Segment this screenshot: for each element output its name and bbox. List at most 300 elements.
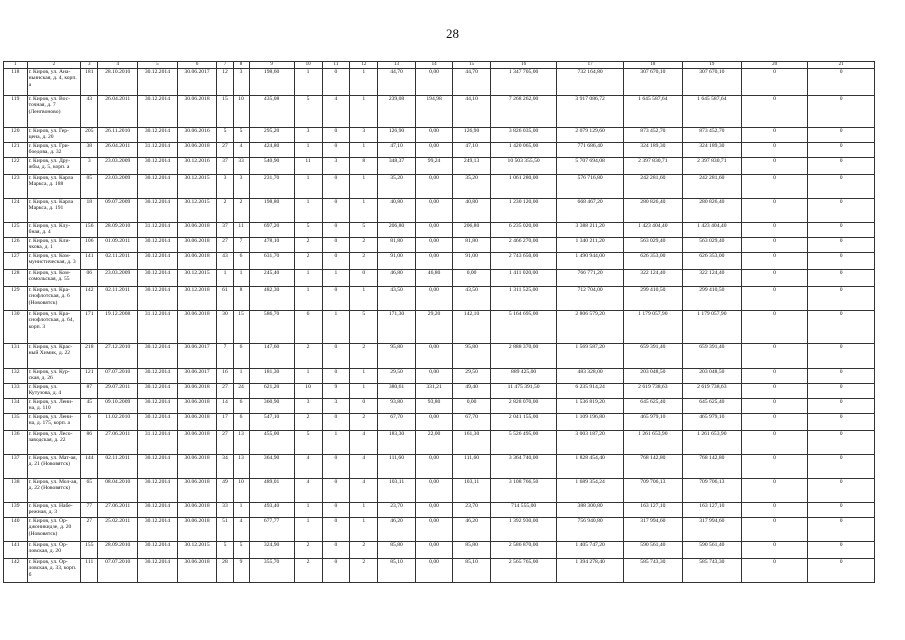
table-cell: 134 bbox=[4, 398, 28, 413]
table-cell: 26.11.2010 bbox=[98, 127, 138, 142]
table-cell: 13 bbox=[233, 430, 249, 454]
table-cell: 0 bbox=[322, 478, 350, 502]
column-number: 3 bbox=[81, 62, 98, 69]
table-cell: 130 bbox=[4, 310, 28, 343]
table-cell: 2 397 830,71 bbox=[682, 157, 741, 174]
table-cell: 0 bbox=[741, 541, 808, 558]
table-cell: 231,70 bbox=[249, 174, 294, 198]
table-cell: 46,20 bbox=[453, 517, 491, 541]
table-cell: 111,60 bbox=[453, 454, 491, 478]
table-row bbox=[4, 269, 875, 286]
table-cell: 2 888 370,00 bbox=[490, 343, 557, 368]
table-cell: 203 048,50 bbox=[682, 368, 741, 383]
column-number: 20 bbox=[741, 62, 808, 69]
table-cell: 85,10 bbox=[453, 558, 491, 582]
table-cell: 1 230 120,00 bbox=[490, 198, 557, 222]
table-cell: 30.06.2018 bbox=[177, 413, 217, 430]
table-cell: 0,00 bbox=[415, 198, 453, 222]
table-cell: 34 bbox=[217, 454, 233, 478]
table-cell: 0 bbox=[350, 398, 378, 413]
table-cell: 30.12.2014 bbox=[138, 502, 178, 517]
table-cell: 119 bbox=[4, 95, 28, 127]
table-cell: 5 164 695,00 bbox=[490, 310, 557, 343]
table-cell: 27.12.2010 bbox=[98, 343, 138, 368]
table-cell: 3 108 766,50 bbox=[490, 478, 557, 502]
table-cell: 181 bbox=[81, 68, 98, 95]
table-cell: 30.06.2018 bbox=[177, 237, 217, 252]
table-cell: 11 475 391,50 bbox=[490, 383, 557, 398]
table-cell: 30 bbox=[217, 310, 233, 343]
table-cell: 183,30 bbox=[378, 430, 416, 454]
table-cell: 0 bbox=[741, 127, 808, 142]
table-cell: 99,24 bbox=[415, 157, 453, 174]
table-cell: 5 bbox=[350, 310, 378, 343]
table-cell: 23,70 bbox=[453, 502, 491, 517]
table-cell: 242 281,60 bbox=[682, 174, 741, 198]
table-row bbox=[4, 517, 875, 541]
table-cell: 355,70 bbox=[249, 558, 294, 582]
table-cell: 1 411 020,00 bbox=[490, 269, 557, 286]
table-cell: 27 bbox=[217, 383, 233, 398]
table-cell: 1 bbox=[294, 517, 322, 541]
column-number: 17 bbox=[557, 62, 624, 69]
table-cell: 30.06.2018 bbox=[177, 95, 217, 127]
table-cell: 10 bbox=[233, 95, 249, 127]
table-cell: 0 bbox=[808, 157, 875, 174]
table-cell: 28.09.2010 bbox=[98, 222, 138, 237]
table-cell: 1 569 587,20 bbox=[557, 343, 624, 368]
table-cell: 28.10.2010 bbox=[98, 68, 138, 95]
table-cell: 67,70 bbox=[453, 413, 491, 430]
table-cell: 364,90 bbox=[249, 454, 294, 478]
table-cell: 307 670,10 bbox=[623, 68, 682, 95]
table-cell: 44,70 bbox=[378, 68, 416, 95]
table-cell: 11 bbox=[233, 222, 249, 237]
table-cell: 322 124,40 bbox=[623, 269, 682, 286]
table-cell: 30.06.2017 bbox=[177, 343, 217, 368]
table-cell: 19.12.2008 bbox=[98, 310, 138, 343]
table-cell: 205 bbox=[81, 127, 98, 142]
table-cell: 07.07.2010 bbox=[98, 558, 138, 582]
housing-table bbox=[3, 61, 875, 583]
table-cell: 0 bbox=[808, 127, 875, 142]
table-cell: 0 bbox=[741, 343, 808, 368]
table-row bbox=[4, 157, 875, 174]
table-cell: 02.11.2011 bbox=[98, 252, 138, 269]
table-cell: 29,20 bbox=[415, 310, 453, 343]
address-cell: г. Киров, ул. Кутузова, д. 4 bbox=[27, 383, 81, 398]
table-cell: 1 392 930,00 bbox=[490, 517, 557, 541]
table-cell: 30.06.2018 bbox=[177, 502, 217, 517]
table-cell: 122 bbox=[4, 157, 28, 174]
table-cell: 0 bbox=[322, 142, 350, 157]
table-cell: 24 bbox=[233, 383, 249, 398]
table-cell: 0,00 bbox=[415, 127, 453, 142]
page-number: 28 bbox=[446, 26, 459, 41]
table-cell: 0 bbox=[741, 502, 808, 517]
table-cell: 206,80 bbox=[378, 222, 416, 237]
address-cell: г. Киров, ул. Вос-точная, д. 7 (Ленгвоново) bbox=[27, 95, 81, 127]
table-row bbox=[4, 174, 875, 198]
table-cell: 1 423 404,40 bbox=[623, 222, 682, 237]
table-cell: 30.12.2014 bbox=[138, 157, 178, 174]
table-cell: 0 bbox=[322, 198, 350, 222]
table-cell: 12 bbox=[217, 68, 233, 95]
table-cell: 3 bbox=[294, 127, 322, 142]
table-cell: 0,00 bbox=[415, 286, 453, 310]
address-cell: г. Киров, ул. Ор-ловская, д. 20 bbox=[27, 541, 81, 558]
column-number: 12 bbox=[350, 62, 378, 69]
table-cell: 2 828 070,00 bbox=[490, 398, 557, 413]
table-cell: 61 bbox=[217, 286, 233, 310]
address-cell: г. Киров, ул. Крас-ный Химик, д. 22 bbox=[27, 343, 81, 368]
address-cell: г. Киров, ул. Мол-ая, д. 22 (Нововятск) bbox=[27, 478, 81, 502]
column-number: 7 bbox=[217, 62, 233, 69]
table-cell: 26.04.2011 bbox=[98, 142, 138, 157]
table-cell: 0 bbox=[741, 478, 808, 502]
table-cell: 30.12.2014 bbox=[138, 478, 178, 502]
table-cell: 15 bbox=[217, 95, 233, 127]
address-cell: г. Киров, ул. Ор-джоникидзе, д. 20 (Нововятск) bbox=[27, 517, 81, 541]
table-cell: 16 bbox=[217, 368, 233, 383]
column-number: 2 bbox=[27, 62, 81, 69]
table-cell: 43 bbox=[81, 95, 98, 127]
table-cell: 465 979,10 bbox=[682, 413, 741, 430]
table-cell: 30.06.2018 bbox=[177, 222, 217, 237]
table-cell: 1 261 653,90 bbox=[623, 430, 682, 454]
table-cell: 0 bbox=[808, 430, 875, 454]
table-cell: 4 bbox=[294, 454, 322, 478]
table-cell: 171 bbox=[81, 310, 98, 343]
table-cell: 1 261 653,90 bbox=[682, 430, 741, 454]
address-cell: г. Киров, ул. Кра-снофлотская, д. 64, корп. 3 bbox=[27, 310, 81, 343]
table-cell: 47,10 bbox=[378, 142, 416, 157]
table-cell: 709 706,13 bbox=[623, 478, 682, 502]
table-cell: 49 bbox=[217, 478, 233, 502]
table-cell: 0 bbox=[322, 502, 350, 517]
table-cell: 137 bbox=[4, 454, 28, 478]
table-cell: 645 625,40 bbox=[682, 398, 741, 413]
address-cell: г. Киров, ул. Ана-ньинская, д. 4, корп. а bbox=[27, 68, 81, 95]
table-cell: 05 bbox=[81, 174, 98, 198]
table-cell: 46,20 bbox=[378, 517, 416, 541]
table-cell: 768 142,80 bbox=[682, 454, 741, 478]
table-cell: 0,00 bbox=[453, 269, 491, 286]
table-cell: 8 bbox=[233, 286, 249, 310]
table-cell: 30.12.2014 bbox=[138, 95, 178, 127]
table-cell: 0 bbox=[322, 368, 350, 383]
table-cell: 5 bbox=[233, 541, 249, 558]
table-cell: 198,80 bbox=[249, 198, 294, 222]
table-cell: 1 bbox=[217, 269, 233, 286]
address-cell: г. Киров, ул. Лесо-заводская, д. 22 bbox=[27, 430, 81, 454]
table-cell: 2 bbox=[294, 252, 322, 269]
table-cell: 126 bbox=[4, 237, 28, 252]
table-cell: 0,00 bbox=[415, 502, 453, 517]
table-cell: 590 561,40 bbox=[623, 541, 682, 558]
table-row bbox=[4, 478, 875, 502]
table-row bbox=[4, 502, 875, 517]
table-cell: 38 bbox=[81, 142, 98, 157]
table-cell: 14 bbox=[217, 398, 233, 413]
table-cell: 5 bbox=[217, 127, 233, 142]
table-cell: 0,00 bbox=[453, 398, 491, 413]
table-cell: 7 bbox=[217, 343, 233, 368]
table-cell: 0 bbox=[741, 222, 808, 237]
table-cell: 23.03.2009 bbox=[98, 269, 138, 286]
table-cell: 2 bbox=[294, 558, 322, 582]
table-cell: 194,98 bbox=[415, 95, 453, 127]
table-cell: 93,80 bbox=[415, 398, 453, 413]
table-cell: 30.12.2018 bbox=[177, 286, 217, 310]
table-cell: 27 bbox=[217, 142, 233, 157]
column-number: 6 bbox=[177, 62, 217, 69]
table-cell: 46,80 bbox=[415, 269, 453, 286]
table-cell: 156 bbox=[81, 222, 98, 237]
table-row bbox=[4, 286, 875, 310]
table-cell: 0 bbox=[741, 310, 808, 343]
table-cell: 1 bbox=[233, 269, 249, 286]
table-cell: 6 bbox=[233, 252, 249, 269]
table-cell: 135 bbox=[4, 413, 28, 430]
table-cell: 2 bbox=[294, 343, 322, 368]
table-cell: 111,60 bbox=[378, 454, 416, 478]
table-cell: 31.12.2014 bbox=[138, 310, 178, 343]
table-cell: 30.06.2018 bbox=[177, 142, 217, 157]
address-cell: г. Киров, ул. Лени-на, д. 110 bbox=[27, 398, 81, 413]
table-cell: 768 142,80 bbox=[623, 454, 682, 478]
table-cell: 02.11.2011 bbox=[98, 286, 138, 310]
table-cell: 171,30 bbox=[378, 310, 416, 343]
table-cell: 43 bbox=[217, 252, 233, 269]
table-cell: 181,30 bbox=[249, 368, 294, 383]
table-cell: 30.06.2018 bbox=[177, 310, 217, 343]
table-cell: 1 828 454,40 bbox=[557, 454, 624, 478]
table-cell: 142 bbox=[4, 558, 28, 582]
table-cell: 7 268 262,00 bbox=[490, 95, 557, 127]
table-cell: 9 bbox=[233, 558, 249, 582]
table-cell: 280 826,40 bbox=[682, 198, 741, 222]
table-cell: 43,50 bbox=[378, 286, 416, 310]
table-cell: 307 670,10 bbox=[682, 68, 741, 95]
column-number: 8 bbox=[233, 62, 249, 69]
table-cell: 1 bbox=[233, 502, 249, 517]
table-cell: 95,80 bbox=[378, 343, 416, 368]
table-cell: 01.09.2011 bbox=[98, 237, 138, 252]
table-cell: 1 bbox=[350, 286, 378, 310]
table-cell: 15 bbox=[233, 310, 249, 343]
address-cell: г. Киров, ул. Ком-мунистическая, д. 3 bbox=[27, 252, 81, 269]
column-number: 14 bbox=[415, 62, 453, 69]
table-cell: 585 743,30 bbox=[682, 558, 741, 582]
table-cell: 873 452,70 bbox=[682, 127, 741, 142]
table-cell: 133 bbox=[4, 383, 28, 398]
table-row bbox=[4, 237, 875, 252]
table-cell: 65 bbox=[81, 478, 98, 502]
column-number-row bbox=[4, 62, 875, 69]
address-cell: г. Киров, ул. Кли-чкова, д. 1 bbox=[27, 237, 81, 252]
table-cell: 0 bbox=[741, 198, 808, 222]
table-cell: 709 706,13 bbox=[682, 478, 741, 502]
address-cell: г. Киров, ул. Карла Маркса, д. 188 bbox=[27, 174, 81, 198]
table-cell: 2 bbox=[350, 413, 378, 430]
table-cell: 0 bbox=[808, 198, 875, 222]
table-cell: 1 179 057,90 bbox=[682, 310, 741, 343]
table-cell: 6 235 914,24 bbox=[557, 383, 624, 398]
table-cell: 1 bbox=[350, 198, 378, 222]
table-cell: 30.12.2015 bbox=[177, 541, 217, 558]
table-cell: 09.10.2009 bbox=[98, 398, 138, 413]
table-cell: 125 bbox=[4, 222, 28, 237]
table-cell: 2 079 129,60 bbox=[557, 127, 624, 142]
table-cell: 299 410,50 bbox=[682, 286, 741, 310]
table-cell: 6 bbox=[294, 310, 322, 343]
table-cell: 10 503 355,50 bbox=[490, 157, 557, 174]
table-cell: 0 bbox=[741, 558, 808, 582]
table-cell: 118 bbox=[4, 68, 28, 95]
table-cell: 2 041 155,00 bbox=[490, 413, 557, 430]
table-cell: 317 994,60 bbox=[623, 517, 682, 541]
table-cell: 0 bbox=[808, 95, 875, 127]
table-cell: 1 bbox=[350, 95, 378, 127]
table-cell: 1 bbox=[322, 269, 350, 286]
table-cell: 22,00 bbox=[415, 430, 453, 454]
table-cell: 126,90 bbox=[378, 127, 416, 142]
table-cell: 30.12.2014 bbox=[138, 454, 178, 478]
table-cell: 5 bbox=[294, 95, 322, 127]
table-cell: 0,00 bbox=[415, 68, 453, 95]
table-cell: 1 bbox=[294, 269, 322, 286]
table-cell: 17 bbox=[217, 413, 233, 430]
table-cell: 1 536 819,20 bbox=[557, 398, 624, 413]
table-cell: 245,40 bbox=[249, 269, 294, 286]
column-number: 21 bbox=[808, 62, 875, 69]
table-cell: 239,08 bbox=[378, 95, 416, 127]
table-cell: 44,10 bbox=[453, 95, 491, 127]
table-cell: 140 bbox=[4, 517, 28, 541]
table-cell: 10 bbox=[233, 478, 249, 502]
table-cell: 324 189,30 bbox=[623, 142, 682, 157]
table-cell: 35,20 bbox=[378, 174, 416, 198]
table-cell: 2 bbox=[350, 343, 378, 368]
table-cell: 0 bbox=[808, 343, 875, 368]
table-cell: 35,20 bbox=[453, 174, 491, 198]
table-cell: 43,50 bbox=[453, 286, 491, 310]
table-cell: 0 bbox=[322, 517, 350, 541]
table-cell: 30.12.2014 bbox=[138, 517, 178, 541]
table-cell: 3 bbox=[350, 127, 378, 142]
table-cell: 242 281,60 bbox=[623, 174, 682, 198]
table-cell: 3 bbox=[233, 68, 249, 95]
table-cell: 23.03.2009 bbox=[98, 157, 138, 174]
table-cell: 4 bbox=[350, 430, 378, 454]
table-cell: 31.12.2014 bbox=[138, 142, 178, 157]
table-cell: 626 353,00 bbox=[682, 252, 741, 269]
table-cell: 142 bbox=[81, 286, 98, 310]
table-cell: 712 704,00 bbox=[557, 286, 624, 310]
table-cell: 5 bbox=[217, 541, 233, 558]
table-cell: 121 bbox=[4, 142, 28, 157]
table-cell: 106 bbox=[81, 237, 98, 252]
table-cell: 30.06.2018 bbox=[177, 517, 217, 541]
table-cell: 0 bbox=[322, 252, 350, 269]
table-cell: 30.12.2014 bbox=[138, 413, 178, 430]
table-cell: 18 bbox=[81, 198, 98, 222]
address-cell: г. Киров, ул. Гер-цена, д. 20 bbox=[27, 127, 81, 142]
table-cell: 1 179 057,90 bbox=[623, 310, 682, 343]
table-cell: 1 061 280,00 bbox=[490, 174, 557, 198]
table-cell: 30.06.2018 bbox=[177, 398, 217, 413]
table-cell: 585 743,30 bbox=[623, 558, 682, 582]
table-cell: 203 048,50 bbox=[623, 368, 682, 383]
table-cell: 126,90 bbox=[453, 127, 491, 142]
table-row bbox=[4, 398, 875, 413]
table-cell: 6 235 020,00 bbox=[490, 222, 557, 237]
table-cell: 30.12.2014 bbox=[138, 286, 178, 310]
table-cell: 1 bbox=[294, 198, 322, 222]
table-cell: 07.07.2010 bbox=[98, 368, 138, 383]
table-cell: 3 388 211,20 bbox=[557, 222, 624, 237]
table-cell: 0 bbox=[741, 95, 808, 127]
table-cell: 280 826,40 bbox=[623, 198, 682, 222]
table-cell: 0 bbox=[741, 174, 808, 198]
table-cell: 0,00 bbox=[415, 142, 453, 157]
table-cell: 626 353,00 bbox=[623, 252, 682, 269]
table-cell: 732 164,80 bbox=[557, 68, 624, 95]
table-cell: 132 bbox=[4, 368, 28, 383]
table-cell: 3 bbox=[322, 398, 350, 413]
address-cell: г. Киров, ул. Лени-на, д. 175, корп. а bbox=[27, 413, 81, 430]
table-cell: 4 bbox=[350, 478, 378, 502]
table-cell: 0 bbox=[322, 541, 350, 558]
table-cell: 163 127,10 bbox=[682, 502, 741, 517]
table-cell: 10 bbox=[294, 383, 322, 398]
table-cell: 1 340 211,20 bbox=[557, 237, 624, 252]
table-cell: 0 bbox=[808, 502, 875, 517]
table-cell: 141 bbox=[4, 541, 28, 558]
table-cell: 4 bbox=[233, 517, 249, 541]
table-cell: 8 bbox=[350, 157, 378, 174]
table-cell: 5 bbox=[233, 127, 249, 142]
table-cell: 3 bbox=[233, 174, 249, 198]
table-cell: 9 bbox=[322, 383, 350, 398]
table-cell: 766 771,20 bbox=[557, 269, 624, 286]
table-cell: 129 bbox=[4, 286, 28, 310]
table-cell: 30.06.2017 bbox=[177, 68, 217, 95]
table-cell: 11.02.2010 bbox=[98, 413, 138, 430]
column-number: 11 bbox=[322, 62, 350, 69]
table-cell: 621,20 bbox=[249, 383, 294, 398]
table-cell: 1 bbox=[322, 430, 350, 454]
table-cell: 547,10 bbox=[249, 413, 294, 430]
table-cell: 586,70 bbox=[249, 310, 294, 343]
table-cell: 465 979,10 bbox=[623, 413, 682, 430]
table-cell: 1 bbox=[294, 286, 322, 310]
table-cell: 0 bbox=[808, 252, 875, 269]
table-cell: 85,80 bbox=[453, 541, 491, 558]
table-cell: 2 bbox=[350, 237, 378, 252]
table-row bbox=[4, 310, 875, 343]
table-cell: 81,80 bbox=[378, 237, 416, 252]
table-cell: 1 bbox=[350, 174, 378, 198]
table-cell: 0,00 bbox=[415, 454, 453, 478]
table-cell: 0 bbox=[808, 454, 875, 478]
table-cell: 1 490 944,00 bbox=[557, 252, 624, 269]
address-cell: г. Киров, ул. Ор-ловская, д. 33, корп. б bbox=[27, 558, 81, 582]
table-cell: 30.12.2014 bbox=[138, 174, 178, 198]
column-number: 18 bbox=[623, 62, 682, 69]
table-cell: 124 bbox=[4, 198, 28, 222]
